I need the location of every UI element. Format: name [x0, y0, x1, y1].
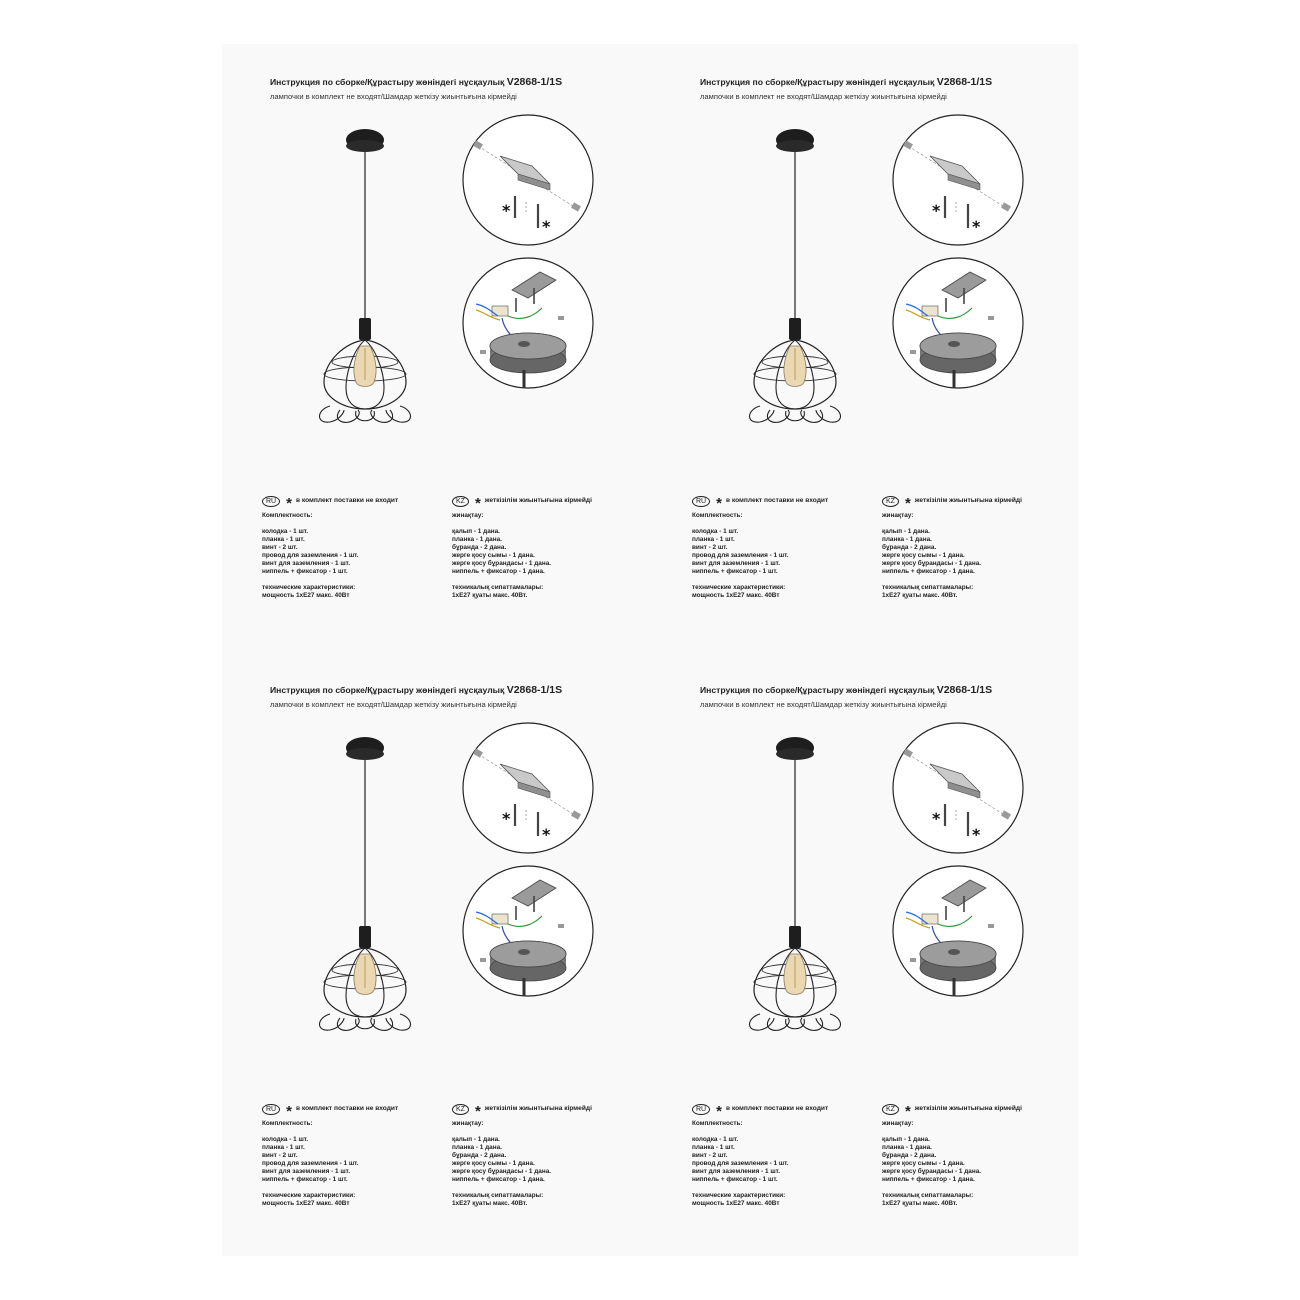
contents-item: винт - 2 шт.	[692, 1152, 728, 1159]
wiring-detail	[463, 258, 593, 388]
spec-title: технические характеристики:	[262, 1192, 356, 1199]
title-text: Инструкция по сборке/Құрастыру жөніндегі нұсқаулық	[270, 685, 505, 695]
contents-item: қалып - 1 дана.	[882, 528, 930, 535]
spec-title: технические характеристики:	[692, 584, 786, 591]
svg-text:*: *	[972, 825, 981, 844]
contents-item: ниппель + фиксатор - 1 шт.	[692, 568, 778, 575]
contents-list	[262, 528, 438, 576]
spec-title: технические характеристики:	[262, 584, 356, 591]
pendant-lamp-illustration	[310, 126, 420, 426]
pendant-lamp-illustration	[740, 126, 850, 426]
contents-item: планка - 1 дана.	[452, 536, 502, 543]
contents-heading: Комплектность:	[692, 512, 743, 519]
ru-specification	[692, 494, 868, 600]
spec-title: техникалық сипаттамалары:	[452, 1192, 544, 1199]
instruction-title	[700, 684, 992, 696]
kz-specification	[452, 494, 628, 600]
contents-item: винт для заземления - 1 шт.	[692, 1168, 780, 1175]
title-text: Инструкция по сборке/Құрастыру жөніндегі нұсқаулық	[270, 77, 505, 87]
not-included-note: жеткізілім жиынтығына кірмейді	[914, 497, 1022, 504]
contents-list	[452, 1136, 628, 1184]
contents-item: бұранда - 2 дана.	[452, 1152, 507, 1159]
contents-item: планка - 1 шт.	[262, 536, 305, 543]
mounting-bar-detail	[463, 723, 593, 853]
spec-title: техникалық сипаттамалары:	[882, 1192, 974, 1199]
instruction-panel	[692, 70, 1122, 670]
kz-language-badge: KZ	[882, 496, 899, 507]
asterisk-mark: *	[474, 495, 481, 512]
contents-item: бұранда - 2 дана.	[452, 544, 507, 551]
contents-item: колодка - 1 шт.	[692, 528, 739, 535]
spec-value: мощность 1хЕ27 макс. 40Вт	[692, 592, 780, 599]
contents-item: колодка - 1 шт.	[692, 1136, 739, 1143]
contents-heading: жинақтау:	[452, 512, 484, 519]
contents-list	[882, 1136, 1058, 1184]
contents-item: ниппель + фиксатор - 1 шт.	[262, 1176, 348, 1183]
contents-heading: жинақтау:	[882, 1120, 914, 1127]
spec-title: технические характеристики:	[692, 1192, 786, 1199]
ru-language-badge: RU	[692, 1104, 710, 1115]
kz-language-badge: KZ	[882, 1104, 899, 1115]
ru-language-badge: RU	[692, 496, 710, 507]
title-text: Инструкция по сборке/Құрастыру жөніндегі нұсқаулық	[700, 77, 935, 87]
instruction-panel	[692, 678, 1122, 1278]
spec-value: 1хЕ27 қуаты макс. 40Вт.	[882, 1200, 958, 1207]
contents-item: планка - 1 шт.	[692, 536, 735, 543]
wiring-detail	[463, 866, 593, 996]
contents-list	[262, 1136, 438, 1184]
spec-value: мощность 1хЕ27 макс. 40Вт	[692, 1200, 780, 1207]
asterisk-mark: *	[904, 495, 911, 512]
instruction-title	[270, 76, 562, 88]
ru-specification	[262, 1102, 438, 1208]
spec-value: 1хЕ27 қуаты макс. 40Вт.	[452, 1200, 528, 1207]
contents-list	[692, 528, 868, 576]
contents-item: ниппель + фиксатор - 1 дана.	[452, 1176, 545, 1183]
ru-language-badge: RU	[262, 1104, 280, 1115]
contents-item: провод для заземления - 1 шт.	[262, 552, 359, 559]
mounting-detail-diagrams	[888, 112, 1028, 398]
contents-item: қалып - 1 дана.	[452, 1136, 500, 1143]
svg-text:*: *	[932, 809, 941, 828]
contents-heading: жинақтау:	[882, 512, 914, 519]
contents-item: провод для заземления - 1 шт.	[262, 1160, 359, 1167]
ru-specification	[262, 494, 438, 600]
bulb-note: лампочки в комплект не входят/Шамдар жеткізу жиынтығына кірмейді	[270, 92, 517, 101]
contents-item: бұранда - 2 дана.	[882, 1152, 937, 1159]
asterisk-mark: *	[474, 1103, 481, 1120]
contents-item: жерге қосу сымы - 1 дана.	[452, 552, 535, 559]
contents-item: колодка - 1 шт.	[262, 528, 309, 535]
not-included-note: в комплект поставки не входит	[725, 1105, 829, 1112]
contents-item: ниппель + фиксатор - 1 дана.	[882, 568, 975, 575]
wiring-detail	[893, 866, 1023, 996]
not-included-note: в комплект поставки не входит	[295, 1105, 399, 1112]
contents-heading: Комплектность:	[262, 512, 313, 519]
asterisk-mark: *	[716, 495, 722, 512]
contents-item: жерге қосу бұрандасы - 1 дана.	[882, 1168, 982, 1175]
instruction-panel	[262, 678, 692, 1278]
spec-value: 1хЕ27 қуаты макс. 40Вт.	[882, 592, 958, 599]
contents-item: винт для заземления - 1 шт.	[262, 560, 350, 567]
contents-item: ниппель + фиксатор - 1 дана.	[452, 568, 545, 575]
contents-item: колодка - 1 шт.	[262, 1136, 309, 1143]
instruction-title	[270, 684, 562, 696]
instruction-panel	[262, 70, 692, 670]
svg-text:*: *	[542, 825, 551, 844]
kz-language-badge: KZ	[452, 496, 469, 507]
model-number: V2868-1/1S	[936, 76, 993, 88]
contents-item: ниппель + фиксатор - 1 шт.	[262, 568, 348, 575]
contents-heading: Комплектность:	[262, 1120, 313, 1127]
not-included-note: в комплект поставки не входит	[725, 497, 829, 504]
model-number: V2868-1/1S	[506, 684, 563, 696]
not-included-note: жеткізілім жиынтығына кірмейді	[914, 1105, 1022, 1112]
model-number: V2868-1/1S	[936, 684, 993, 696]
contents-list	[452, 528, 628, 576]
contents-item: винт для заземления - 1 шт.	[692, 560, 780, 567]
contents-item: планка - 1 дана.	[882, 1144, 932, 1151]
kz-specification	[882, 1102, 1058, 1208]
pendant-lamp-illustration	[310, 734, 420, 1034]
spec-title: техникалық сипаттамалары:	[882, 584, 974, 591]
svg-text:*: *	[932, 201, 941, 220]
pendant-lamp-illustration	[740, 734, 850, 1034]
not-included-note: жеткізілім жиынтығына кірмейді	[484, 1105, 592, 1112]
contents-item: планка - 1 дана.	[452, 1144, 502, 1151]
ru-language-badge: RU	[262, 496, 280, 507]
ru-specification	[692, 1102, 868, 1208]
contents-item: винт для заземления - 1 шт.	[262, 1168, 350, 1175]
not-included-note: в комплект поставки не входит	[295, 497, 399, 504]
contents-heading: жинақтау:	[452, 1120, 484, 1127]
svg-text:*: *	[502, 201, 511, 220]
contents-item: қалып - 1 дана.	[882, 1136, 930, 1143]
contents-item: ниппель + фиксатор - 1 дана.	[882, 1176, 975, 1183]
title-text: Инструкция по сборке/Құрастыру жөніндегі нұсқаулық	[700, 685, 935, 695]
mounting-bar-detail	[893, 723, 1023, 853]
contents-list	[882, 528, 1058, 576]
contents-heading: Комплектность:	[692, 1120, 743, 1127]
mounting-detail-diagrams	[458, 720, 598, 1006]
spec-value: мощность 1хЕ27 макс. 40Вт	[262, 592, 350, 599]
bulb-note: лампочки в комплект не входят/Шамдар жеткізу жиынтығына кірмейді	[700, 92, 947, 101]
asterisk-mark: *	[286, 495, 292, 512]
svg-text:*: *	[542, 217, 551, 236]
not-included-note: жеткізілім жиынтығына кірмейді	[484, 497, 592, 504]
contents-item: винт - 2 шт.	[262, 1152, 298, 1159]
mounting-bar-detail	[893, 115, 1023, 245]
wiring-detail	[893, 258, 1023, 388]
kz-specification	[882, 494, 1058, 600]
contents-item: жерге қосу сымы - 1 дана.	[882, 552, 965, 559]
contents-item: ниппель + фиксатор - 1 шт.	[692, 1176, 778, 1183]
contents-item: жерге қосу бұрандасы - 1 дана.	[452, 1168, 552, 1175]
contents-item: қалып - 1 дана.	[452, 528, 500, 535]
svg-text:*: *	[502, 809, 511, 828]
spec-title: техникалық сипаттамалары:	[452, 584, 544, 591]
contents-item: провод для заземления - 1 шт.	[692, 1160, 789, 1167]
mounting-bar-detail	[463, 115, 593, 245]
bulb-note: лампочки в комплект не входят/Шамдар жеткізу жиынтығына кірмейді	[700, 700, 947, 709]
contents-item: планка - 1 шт.	[692, 1144, 735, 1151]
contents-item: жерге қосу сымы - 1 дана.	[882, 1160, 965, 1167]
instruction-title	[700, 76, 992, 88]
contents-item: планка - 1 шт.	[262, 1144, 305, 1151]
kz-language-badge: KZ	[452, 1104, 469, 1115]
asterisk-mark: *	[904, 1103, 911, 1120]
asterisk-mark: *	[286, 1103, 292, 1120]
contents-item: планка - 1 дана.	[882, 536, 932, 543]
contents-item: винт - 2 шт.	[692, 544, 728, 551]
mounting-detail-diagrams	[458, 112, 598, 398]
svg-text:*: *	[972, 217, 981, 236]
contents-item: жерге қосу сымы - 1 дана.	[452, 1160, 535, 1167]
spec-value: мощность 1хЕ27 макс. 40Вт	[262, 1200, 350, 1207]
asterisk-mark: *	[716, 1103, 722, 1120]
contents-item: жерге қосу бұрандасы - 1 дана.	[882, 560, 982, 567]
contents-item: бұранда - 2 дана.	[882, 544, 937, 551]
contents-item: провод для заземления - 1 шт.	[692, 552, 789, 559]
contents-list	[692, 1136, 868, 1184]
spec-value: 1хЕ27 қуаты макс. 40Вт.	[452, 592, 528, 599]
bulb-note: лампочки в комплект не входят/Шамдар жеткізу жиынтығына кірмейді	[270, 700, 517, 709]
mounting-detail-diagrams	[888, 720, 1028, 1006]
model-number: V2868-1/1S	[506, 76, 563, 88]
contents-item: винт - 2 шт.	[262, 544, 298, 551]
kz-specification	[452, 1102, 628, 1208]
contents-item: жерге қосу бұрандасы - 1 дана.	[452, 560, 552, 567]
